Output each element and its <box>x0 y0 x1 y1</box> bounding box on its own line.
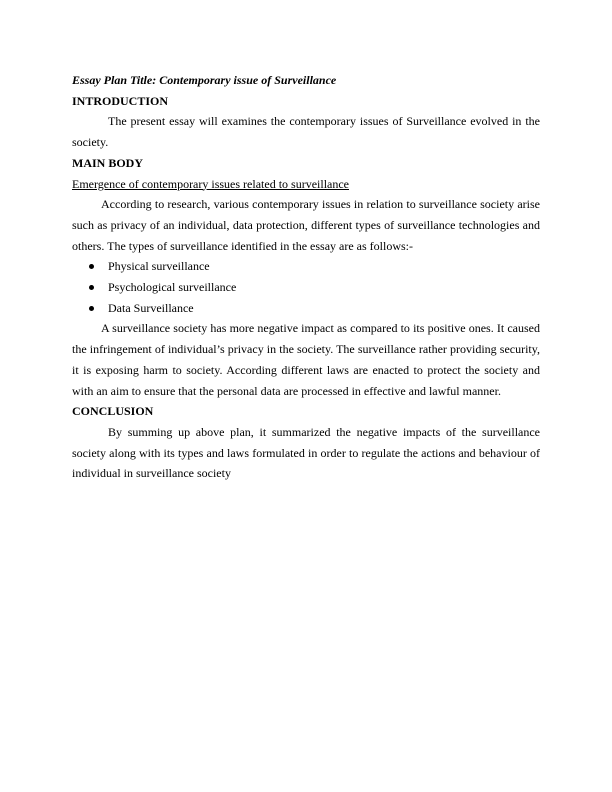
surveillance-types-list <box>72 256 540 318</box>
conclusion-paragraph: By summing up above plan, it summarized the negative impacts of the surveillance society along with its types and laws formulated in order to regulate the actions and behaviour of individual in surveillance society <box>72 424 540 481</box>
introduction-heading: INTRODUCTION <box>72 93 169 108</box>
list-item <box>72 298 540 319</box>
main-body-paragraph-1: According to research, various contemporary issues in relation to surveillance society arise such as privacy of an individual, data protection, different types of surveillance technologies and others. The types of surveillance identified in the essay are as follows:- <box>72 197 540 253</box>
bullet-icon <box>89 306 94 311</box>
document-page <box>72 70 540 484</box>
main-body-paragraph-2: A surveillance society has more negative impact as compared to its positive ones. It caused the infringement of individual’s privacy in the society. The surveillance rather providing security, it is exposing harm to society. According different laws are enacted to protect the society and with an aim to ensure that the personal data are processed in effective and lawful manner. <box>72 321 540 398</box>
conclusion-heading: CONCLUSION <box>72 404 154 419</box>
main-body-subheading: Emergence of contemporary issues related to surveillance <box>72 176 350 191</box>
introduction-paragraph: The present essay will examines the contemporary issues of Surveillance evolved in the society. <box>72 114 540 150</box>
essay-title: Essay Plan Title: Contemporary issue of Surveillance <box>72 73 337 87</box>
bullet-icon <box>89 264 94 269</box>
bullet-icon <box>89 285 94 290</box>
list-item <box>72 277 540 298</box>
list-item-label: Data Surveillance <box>108 300 194 315</box>
main-body-heading: MAIN BODY <box>72 155 143 170</box>
list-item-label: Psychological surveillance <box>108 280 237 295</box>
list-item <box>72 256 540 277</box>
list-item-label: Physical surveillance <box>108 259 210 274</box>
